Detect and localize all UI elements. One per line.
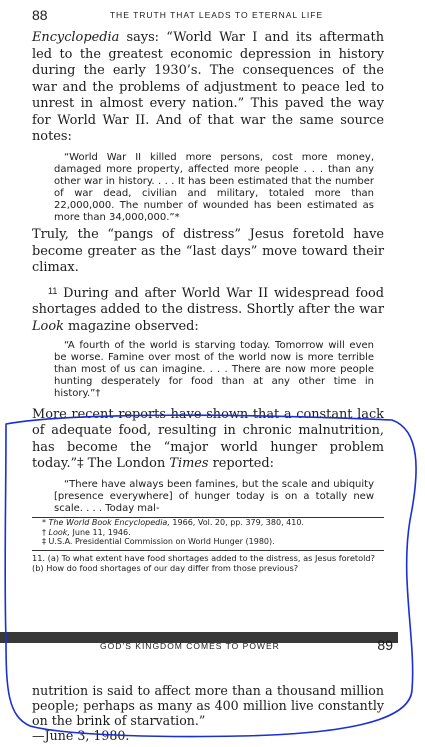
footnote: † Look, June 11, 1946.: [42, 527, 131, 537]
running-head: [32, 6, 401, 26]
question-rule: [32, 550, 384, 551]
running-head: [32, 637, 401, 657]
quote-continuation: nutrition is said to affect more than a thousand million people; perhaps as many as 400 million live constantly on the brink of starvation.”: [32, 683, 384, 728]
italic-title: Times: [169, 456, 209, 472]
paragraph-text: says: “World War I and its aftermath led to the greatest economic depression in history during the early 1930’s. The consequences of the war and the problems of adjustment to peace led to unrest in almost every nation.” This paved the way for World War II. And of that war the same source notes:: [32, 30, 384, 144]
study-question: 11. (a) To what extent have food shortages added to the distress, as Jesus foretold? (b) How do food shortages of our day differ from those previous?: [32, 553, 375, 573]
running-head-title: THE TRUTH THAT LEADS TO ETERNAL LIFE: [109, 10, 324, 20]
body-text: [32, 683, 384, 743]
paragraph: [32, 30, 384, 146]
block-quote: “A fourth of the world is starving today. Tomorrow will even be worse. Famine over most of the world now is more terrible than most of us can imagine. . . . There are now more people hunting desperately for food than at any other time in history.”†: [54, 340, 374, 400]
paragraph: Truly, the “pangs of distress” Jesus foretold have become greater as the “last days” move toward their climax.: [32, 227, 384, 276]
body-text: [32, 407, 384, 473]
footnote: ‡ U.S.A. Presidential Commission on World Hunger (1980).: [42, 537, 275, 547]
running-head-title: GOD’S KINGDOM COMES TO POWER: [100, 641, 280, 651]
italic-title: Encyclopedia: [32, 30, 120, 45]
paragraph-number: 11: [48, 285, 58, 296]
page-number: 88: [32, 7, 48, 23]
body-text: [32, 30, 384, 146]
text-column: [32, 683, 384, 743]
block-quote: “World War II killed more persons, cost more money, damaged more property, affected more people . . . than any other war in history. . . . It has been estimated that the number of war dead, civilian and military, totaled more than 22,000,000. The number of wounded has been estimated as more than 34,000,000.”*: [54, 151, 374, 223]
text-column: [32, 30, 384, 573]
paragraph: More recent reports have shown that a constant lack of adequate food, resulting in chronic malnutrition, has become the “major world hunger problem today.”‡ The London Times reported:: [32, 406, 384, 472]
page-number: 89: [377, 637, 393, 653]
block-quote: “There have always been famines, but the scale and ubiquity [presence everywhere] of hunger today is on a totally new scale. . . . Today mal-: [54, 478, 374, 514]
italic-title: Look: [32, 318, 64, 334]
body-text: [32, 227, 384, 335]
quote-attribution: —June 3, 1980.: [32, 728, 130, 743]
paragraph: $^{11}$ During and after World War II widespread food shortages added to the distress. Shortly after the war Look magazine observed:: [32, 285, 384, 334]
footnote: * The World Book Encyclopedia, 1966, Vol. 20, pp. 379, 380, 410.: [42, 517, 304, 527]
footnotes: [32, 518, 384, 547]
